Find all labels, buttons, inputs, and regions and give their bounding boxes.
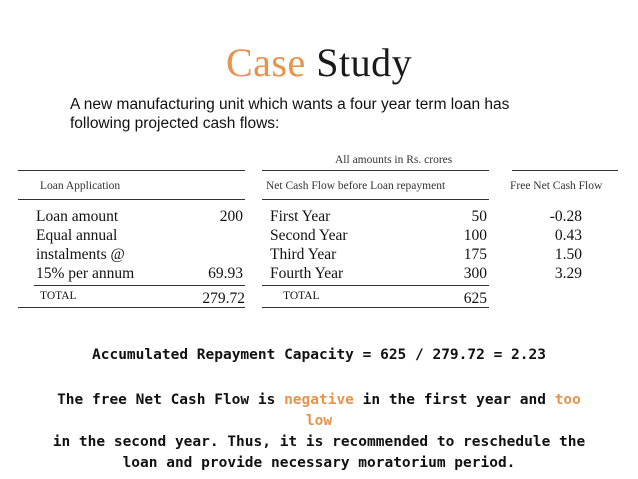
intro-line-2: following projected cash flows:: [70, 115, 280, 132]
freecf-value: -0.28: [549, 208, 582, 225]
amounts-note: All amounts in Rs. crores: [335, 154, 453, 166]
cashflow-row-value: 50: [471, 208, 487, 225]
page-title: [0, 40, 638, 86]
loan-total-label: TOTAL: [40, 290, 77, 302]
conclusion-part2: in the first year and: [353, 392, 555, 408]
conclusion-text: [40, 390, 598, 474]
freecf-table-header: Free Net Cash Flow: [510, 180, 603, 192]
cashflow-table-bottom-rule: [262, 307, 489, 308]
loan-row-value: 200: [219, 208, 243, 225]
cashflow-row-label: Second Year: [270, 227, 348, 244]
cashflow-table-top-rule: [262, 170, 489, 171]
cashflow-row-label: Fourth Year: [270, 265, 344, 282]
title-rest: Study: [316, 40, 413, 85]
loan-table-total-rule: [34, 285, 245, 286]
loan-table-header: Loan Application: [40, 180, 121, 192]
loan-table-bottom-rule: [18, 307, 245, 308]
cashflow-row-label: Third Year: [270, 246, 337, 263]
conclusion-line-3: loan and provide necessary moratorium period.: [122, 455, 516, 471]
cashflow-total-label: TOTAL: [283, 290, 320, 302]
intro-line-1: A new manufacturing unit which wants a four year term loan has: [70, 96, 510, 113]
freecf-value: 0.43: [554, 227, 582, 244]
loan-row-label: instalments @: [36, 246, 125, 263]
conclusion-part1: The free Net Cash Flow is: [57, 392, 285, 408]
negative-highlight: negative: [284, 392, 354, 408]
freecf-value: 1.50: [554, 246, 582, 263]
freecf-value: 3.29: [554, 265, 582, 282]
conclusion-line-2: in the second year. Thus, it is recommended to reschedule the: [52, 434, 586, 450]
loan-row-label: Equal annual: [36, 227, 118, 244]
accumulated-capacity: Accumulated Repayment Capacity = 625 / 279.72 = 2.23: [92, 347, 546, 363]
cashflow-table-total-rule: [262, 285, 489, 286]
cashflow-table-header-rule: [262, 199, 489, 200]
loan-row-label: Loan amount: [36, 208, 119, 225]
cashflow-row-value: 175: [463, 246, 487, 263]
loan-table-top-rule: [18, 170, 245, 171]
cashflow-table-header: Net Cash Flow before Loan repayment: [266, 180, 446, 192]
freecf-table-top-rule: [512, 170, 618, 171]
cashflow-row-label: First Year: [270, 208, 331, 225]
conclusion-line-1: [40, 390, 598, 432]
title-accent: Case: [225, 40, 306, 85]
cashflow-row-value: 100: [463, 227, 487, 244]
cashflow-total-value: 625: [463, 290, 487, 307]
loan-row-label: 15% per annum: [36, 265, 135, 282]
loan-table-header-rule: [18, 199, 245, 200]
intro-text: [70, 95, 550, 133]
cashflow-row-value: 300: [463, 265, 487, 282]
too-low-highlight: too low: [305, 392, 581, 429]
loan-row-value: 69.93: [208, 265, 243, 282]
loan-total-value: 279.72: [202, 290, 245, 307]
